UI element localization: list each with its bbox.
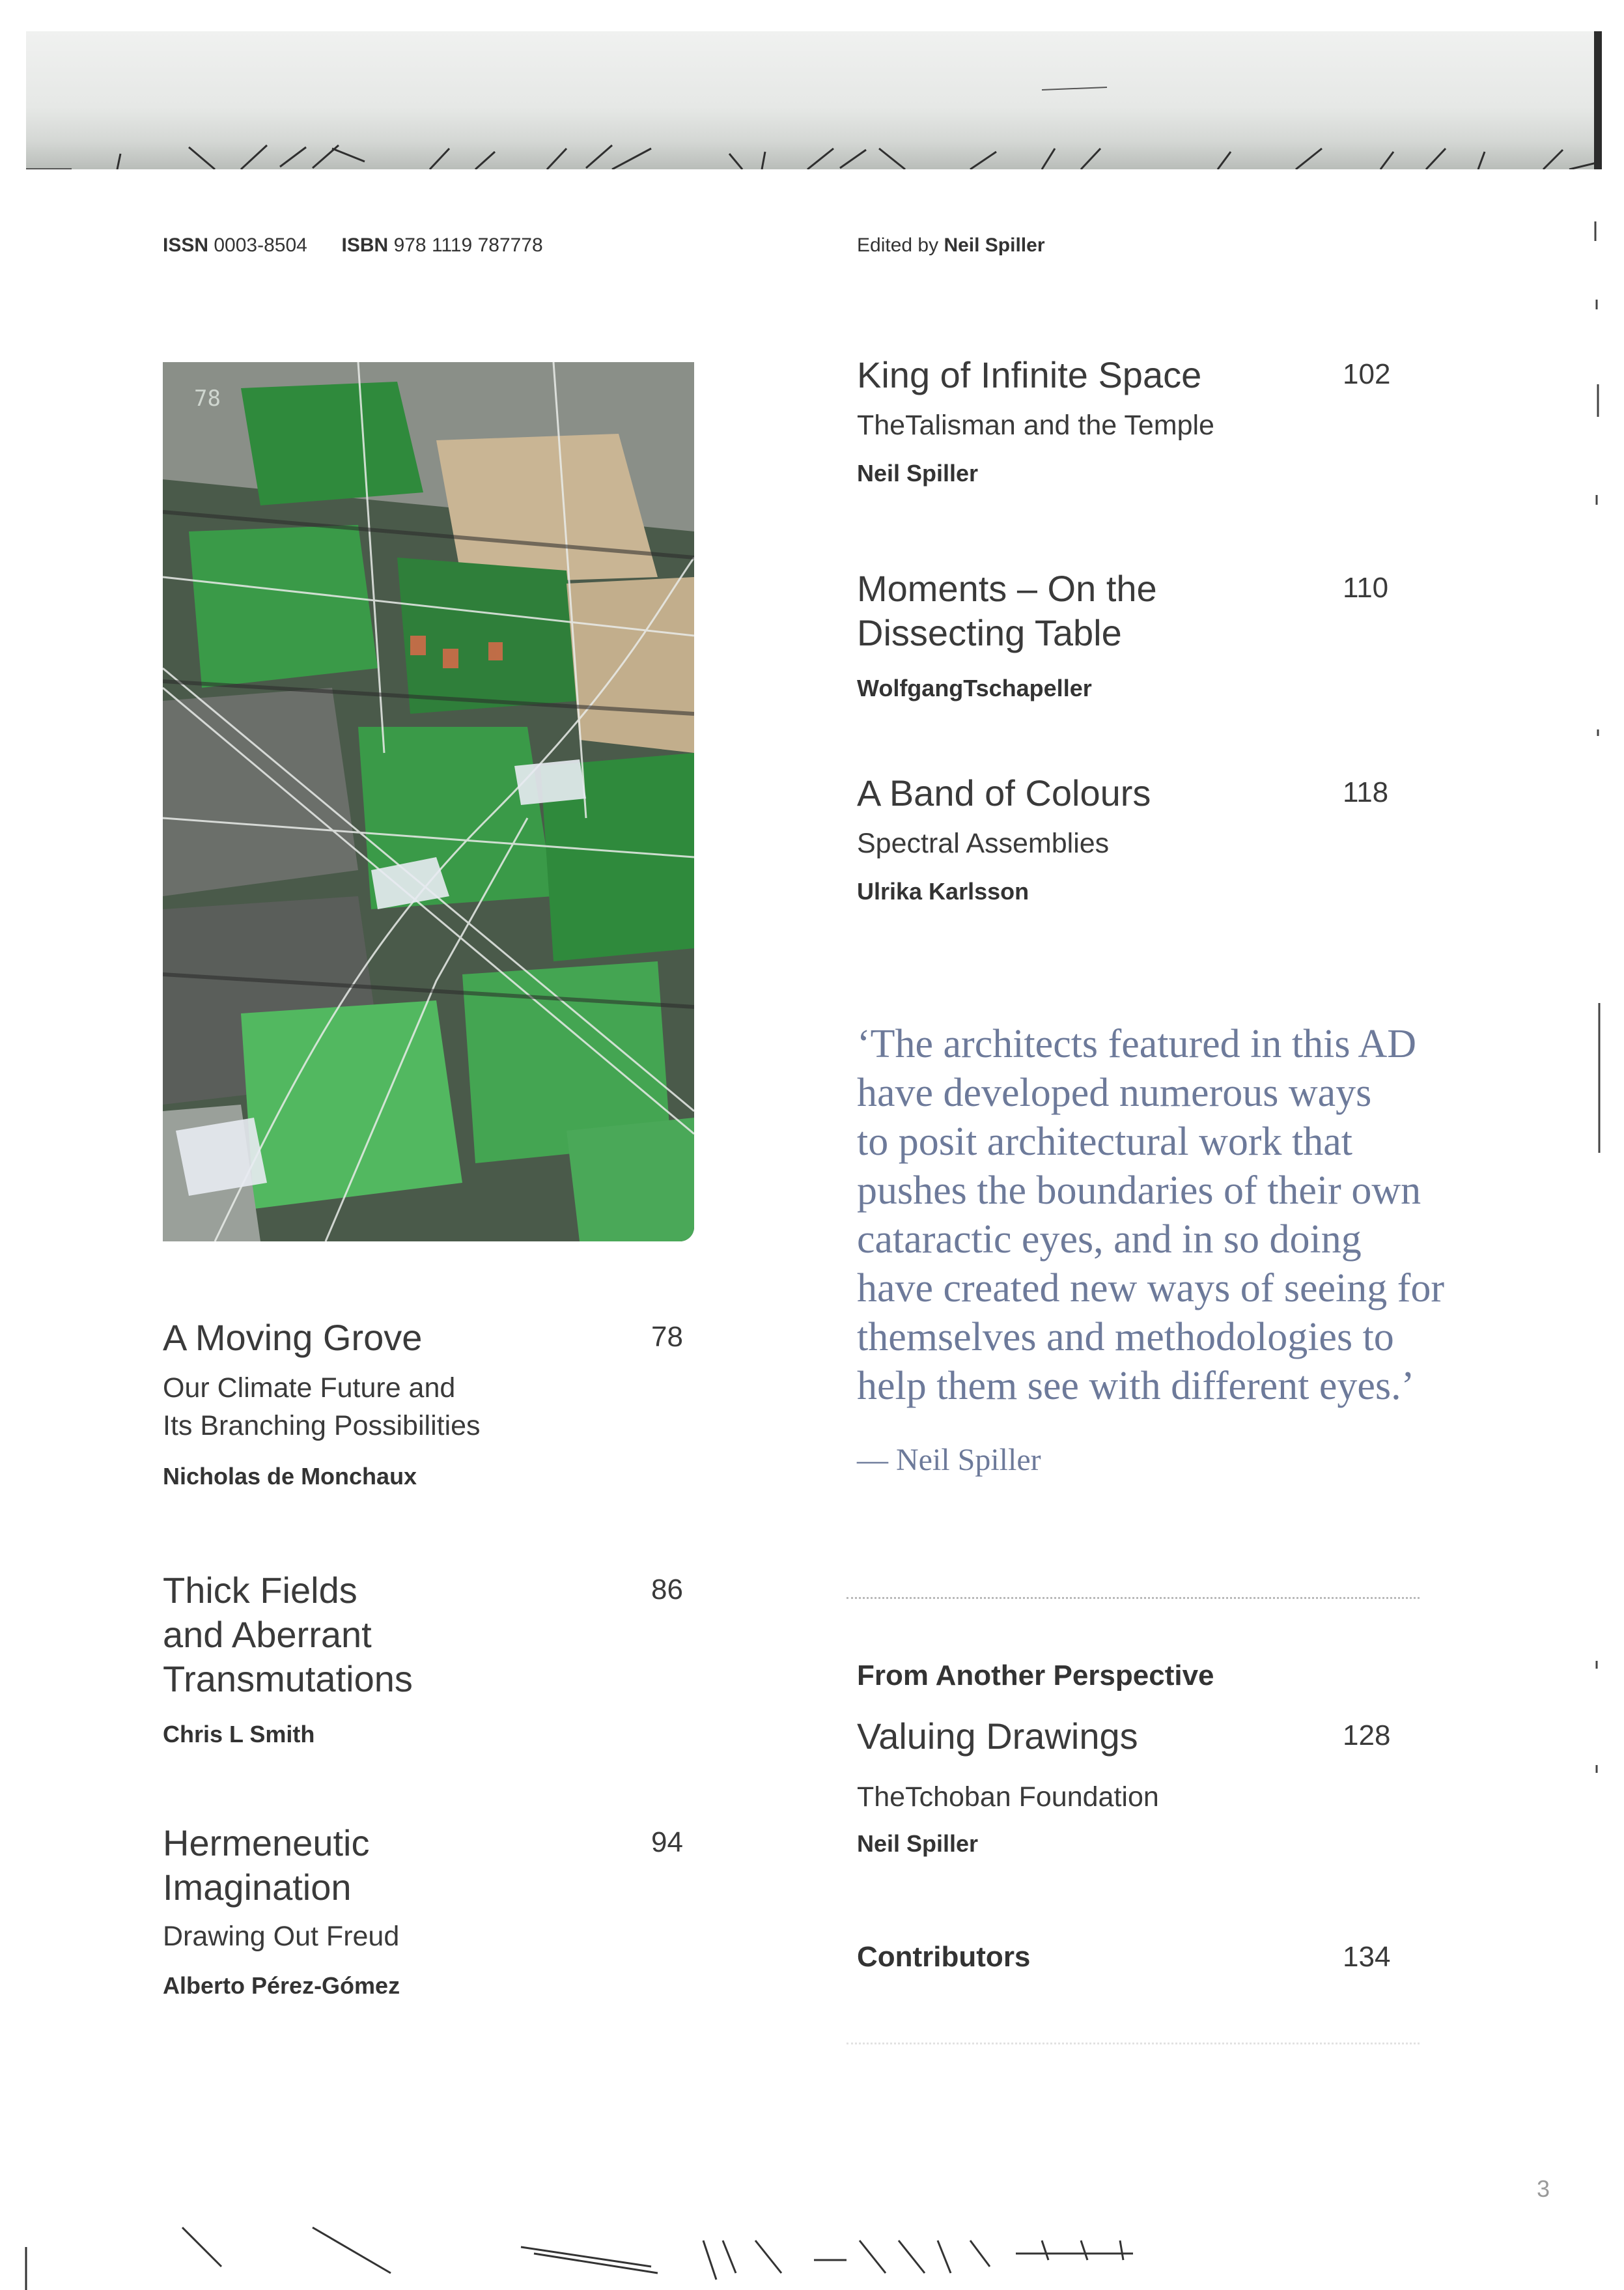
quote-line: help them see with different eyes.’ [857, 1364, 1415, 1408]
isbn-value: 978 1119 787778 [393, 234, 543, 256]
edited-by-label: Edited by [857, 234, 939, 256]
toc-title-line: and Aberrant [163, 1614, 372, 1655]
toc-title [857, 771, 1417, 815]
toc-author: WolfgangTschapeller [857, 675, 1092, 701]
banner-dark-edge [1594, 31, 1602, 169]
toc-title [857, 353, 1417, 397]
toc-page-number: 94 [651, 1826, 683, 1858]
toc-entry-contributors[interactable] [857, 1941, 1417, 1973]
toc-author: Nicholas de Monchaux [163, 1463, 417, 1490]
quote-line: pushes the boundaries of their own [857, 1168, 1421, 1213]
top-banner-image [26, 31, 1602, 169]
toc-page-number: 102 [1343, 358, 1391, 390]
toc-title-line: Transmutations [163, 1658, 413, 1699]
toc-subtitle-line: TheTalisman and the Temple [857, 410, 1214, 441]
isbn-label: ISBN [341, 234, 389, 256]
toc-author: Alberto Pérez-Gómez [163, 1972, 400, 1999]
toc-entry-valuing-drawings[interactable] [857, 1660, 1417, 1858]
issn-isbn-line [163, 234, 543, 257]
page-number: 3 [1537, 2175, 1550, 2202]
quote-line: have created new ways of seeing for [857, 1266, 1445, 1310]
toc-author: Neil Spiller [857, 1830, 979, 1857]
issn-value: 0003-8504 [214, 234, 307, 256]
toc-page-number: 128 [1343, 1719, 1391, 1751]
toc-page-number: 78 [651, 1321, 683, 1353]
section-heading: From Another Perspective [857, 1660, 1214, 1691]
toc-page-number: 110 [1343, 572, 1389, 604]
toc-title-line: Dissecting Table [857, 612, 1122, 653]
toc-page-number: 118 [1343, 776, 1389, 808]
issn-label: ISSN [163, 234, 209, 256]
toc-subtitle-line: Our Climate Future and [163, 1372, 456, 1404]
banner-sketch-lines [26, 31, 1602, 169]
quote-line: ‘The architects featured in this AD [857, 1022, 1417, 1066]
toc-title [163, 1568, 703, 1701]
pull-quote [857, 1020, 1547, 1411]
landscape-model-photo [163, 362, 694, 1241]
toc-title-line: Moments – On the [857, 568, 1157, 609]
dotted-divider [847, 1597, 1420, 1599]
editor-name: Neil Spiller [944, 234, 1045, 256]
quote-line: to posit architectural work that [857, 1120, 1352, 1164]
toc-title [163, 1316, 703, 1360]
quote-line: have developed numerous ways [857, 1071, 1372, 1115]
toc-entry-hermeneutic-imagination[interactable] [163, 1821, 703, 2000]
toc-subtitle-line: Its Branching Possibilities [163, 1410, 481, 1441]
toc-entry-king-of-infinite-space[interactable] [857, 353, 1417, 487]
quote-line: cataractic eyes, and in so doing [857, 1217, 1362, 1262]
toc-entry-moving-grove[interactable] [163, 1316, 703, 1490]
quote-line: themselves and methodologies to [857, 1315, 1394, 1359]
toc-author: Ulrika Karlsson [857, 878, 1029, 905]
toc-title-line: A Moving Grove [163, 1317, 423, 1358]
contributors-label: Contributors [857, 1941, 1031, 1973]
edited-by-line [857, 234, 1045, 257]
toc-subtitle [857, 406, 1417, 444]
toc-subtitle [163, 1369, 703, 1445]
toc-page-number: 86 [651, 1574, 683, 1605]
toc-entry-band-of-colours[interactable] [857, 771, 1417, 905]
bottom-sketch-fragment [0, 2201, 1624, 2290]
toc-author: Chris L Smith [163, 1721, 315, 1747]
toc-entry-moments[interactable] [857, 567, 1417, 702]
toc-title-line: Imagination [163, 1867, 352, 1908]
toc-title [163, 1821, 703, 1910]
toc-subtitle-line: Drawing Out Freud [163, 1921, 400, 1952]
quote-attribution: — Neil Spiller [857, 1443, 1041, 1477]
toc-page-number: 134 [1343, 1941, 1391, 1973]
toc-title [857, 567, 1417, 655]
scan-margin-marks [1589, 195, 1608, 2214]
toc-title-line: A Band of Colours [857, 772, 1151, 813]
toc-subtitle [857, 825, 1417, 862]
toc-author: Neil Spiller [857, 460, 979, 487]
toc-subtitle [163, 1917, 703, 1955]
toc-title-line: King of Infinite Space [857, 354, 1202, 395]
photo-number-label: 78 [194, 386, 221, 412]
toc-subtitle: TheTchoban Foundation [857, 1781, 1159, 1813]
toc-entry-thick-fields[interactable] [163, 1568, 703, 1748]
dotted-divider-bottom [847, 2043, 1420, 2044]
toc-title-line: Hermeneutic [163, 1822, 370, 1863]
toc-subtitle-line: Spectral Assemblies [857, 828, 1110, 859]
toc-title: Valuing Drawings [857, 1716, 1138, 1757]
toc-title-line: Thick Fields [163, 1570, 357, 1611]
